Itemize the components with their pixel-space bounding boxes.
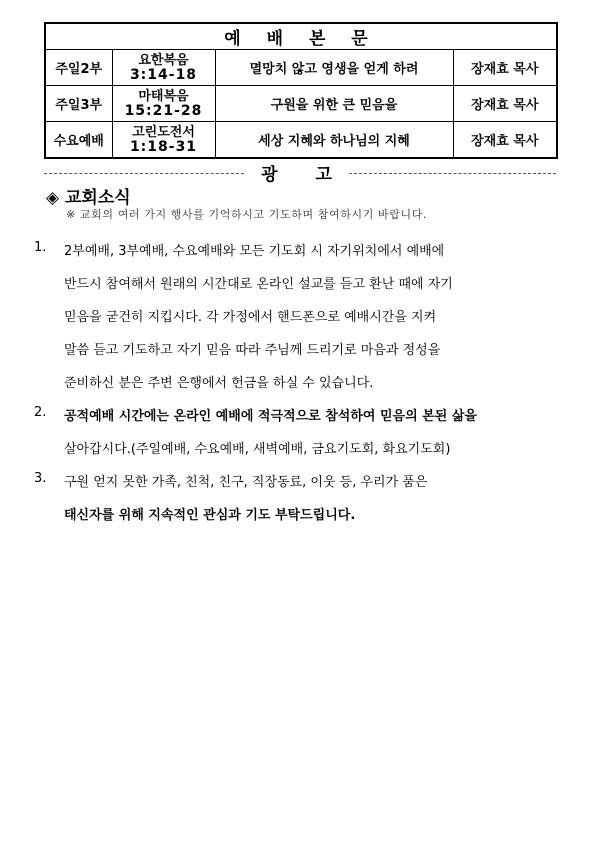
item-line: 공적예배 시간에는 온라인 예배에 적극적으로 참석하여 믿음의 본된 삶을 [64,409,477,424]
service-name: 주일3부 [45,86,112,122]
table-row [45,50,557,86]
item-line: 구원 얻지 못한 가족, 친척, 친구, 직장동료, 이웃 등, 우리가 품은 [64,475,428,490]
pastor-name: 장재효 목사 [453,122,557,159]
item-line: 반드시 참여해서 원래의 시간대로 온라인 설교를 듣고 환난 때에 자기 [64,277,453,292]
section-title: ◈ 교회소식 [46,188,131,208]
item-line: 말씀 듣고 기도하고 자기 믿음 따라 주님께 드리기로 마음과 정성을 [64,343,441,358]
scripture-book: 마태복음 [138,88,189,104]
item-number: 1. [34,240,47,255]
announcements-header [44,162,556,185]
sermon-title: 구원을 위한 큰 믿음을 [215,86,453,122]
scripture-reference [112,50,215,86]
item-number: 2. [34,405,47,420]
item-line: 준비하신 분은 주변 은행에서 헌금을 하실 수 있습니다. [64,376,374,391]
table-row [45,122,557,159]
worship-table-title: 예 배 본 문 [45,23,557,50]
announcements-title: 광 고 [261,165,348,185]
item-line: 태신자를 위해 지속적인 관심과 기도 부탁드립니다. [64,508,356,523]
item-line: 믿음을 굳건히 지킵시다. 각 가정에서 핸드폰으로 예배시간을 지켜 [64,310,437,325]
worship-table [44,22,558,159]
item-line: 2부예배, 3부예배, 수요예배와 모든 기도회 시 자기위치에서 예배에 [64,244,445,259]
service-name: 주일2부 [45,50,112,86]
pastor-name: 장재효 목사 [453,50,557,86]
scripture-verse: 15:21-28 [124,102,203,119]
pastor-name: 장재효 목사 [453,86,557,122]
sermon-title: 멸망치 않고 영생을 얻게 하려 [215,50,453,86]
scripture-book: 요한복음 [138,52,189,68]
scripture-book: 고린도전서 [132,124,195,140]
scripture-reference [112,122,215,159]
scripture-verse: 1:18-31 [129,138,198,155]
scripture-reference [112,86,215,122]
table-row [45,86,557,122]
item-number: 3. [34,471,47,486]
scripture-verse: 3:14-18 [129,66,198,83]
item-line: 살아갑시다.(주일예배, 수요예배, 새벽예배, 금요기도회, 화요기도회) [64,442,451,457]
divider-right [349,173,556,174]
service-name: 수요예배 [45,122,112,159]
section-note: ※ 교회의 여러 가지 행사를 기억하시고 기도하며 참여하시기 바랍니다. [66,208,428,221]
sermon-title: 세상 지혜와 하나님의 지혜 [215,122,453,159]
divider-left [44,173,244,174]
